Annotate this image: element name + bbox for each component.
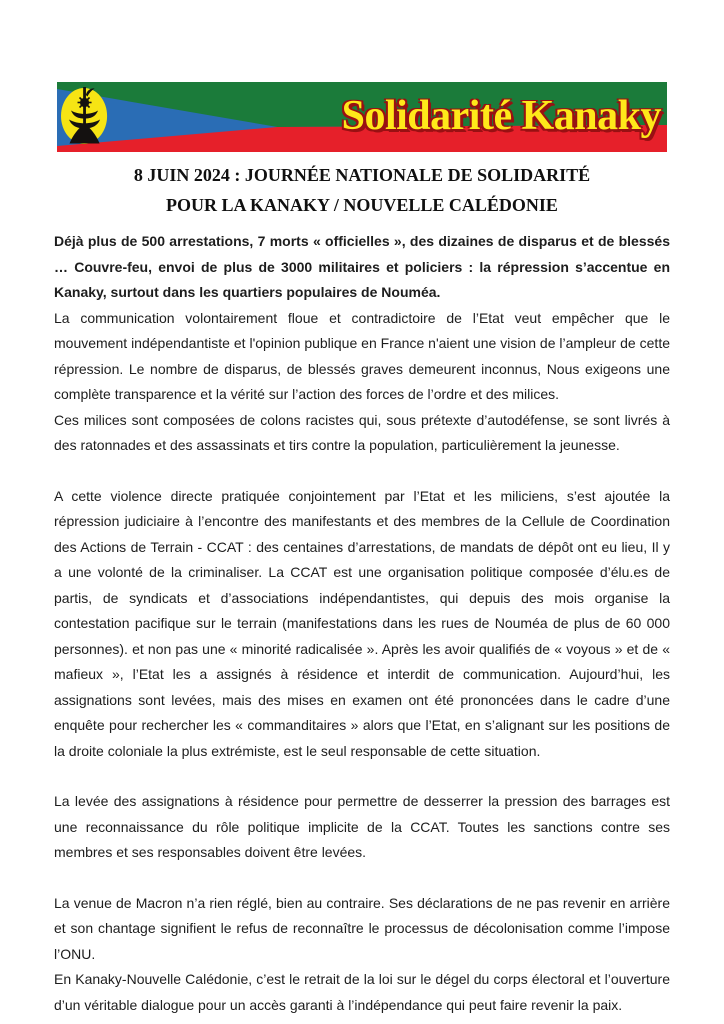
page-title <box>0 160 724 220</box>
paragraph-repression-judiciaire-ccat: A cette violence directe pratiquée conjointement par l’Etat et les miliciens, s’est ajoutée la répression judiciaire à l’encontre des manifestants et des membres de la Cellule de Coordination des Actions de Terrain - CCAT : des centaines d’arrestations, de mandats de dépôt ont eu lieu, Il y a une volonté de la criminaliser. La CCAT est une organisation politique composée d’élu.es de partis, de syndicats et d’associations indépendantistes, qui depuis des mois organise la contestation pacifique sur le terrain (manifestations dans les rues de Nouméa de plus de 60 000 personnes). et non pas une « minorité radicalisée ». Après les avoir qualifiés de « voyous » et de « mafieux », l’Etat les a assignés à résidence et interdit de communication. Aujourd’hui, les assignations sont levées, mais des mises en examen ont été prononcées dans le cadre d’une enquête pour rechercher les « commanditaires » alors que l’Etat, en s’alignant sur les positions de la droite coloniale la plus extrémiste, est le seul responsable de cette situation. <box>54 487 670 759</box>
paragraph-venue-macron: La venue de Macron n’a rien réglé, bien au contraire. Ses déclarations de ne pas revenir en arrière et son chantage signifient le refus de reconnaître le processus de décolonisation comme l’impose l’ONU. <box>54 894 670 962</box>
paragraph-levee-assignations: La levée des assignations à résidence pour permettre de desserrer la pression des barrages est une reconnaissance du rôle politique implicite de la CCAT. Toutes les sanctions contre ses membres et ses responsables doivent être levées. <box>54 793 670 860</box>
document-body <box>54 229 670 1018</box>
banner <box>57 82 667 152</box>
title-line-1: 8 JUIN 2024 : JOURNÉE NATIONALE DE SOLIDARITÉ <box>133 165 591 185</box>
title-line-2: POUR LA KANAKY / NOUVELLE CALÉDONIE <box>166 195 558 215</box>
paragraph-communication-etat: La communication volontairement floue et contradictoire de l’Etat veut empêcher que le mouvement indépendantiste et l'opinion publique en France n'aient une vision de l’ampleur de cette répression. Le nombre de disparus, de blessés graves demeurent inconnus, Nous exigeons une complète transparence et la vérité sur l’action des forces de l’ordre et des milices. <box>54 309 670 402</box>
banner-title: Solidarité Kanaky <box>341 93 661 139</box>
paragraph-retrait-loi-dialogue: En Kanaky-Nouvelle Calédonie, c’est le retrait de la loi sur le dégel du corps électoral et l’ouverture d’un véritable dialogue pour un accès garanti à l’indépendance qui peut faire revenir la paix. <box>54 971 670 1013</box>
paragraph-bilan-repression: Déjà plus de 500 arrestations, 7 morts « officielles », des dizaines de disparus et de blessés … Couvre-feu, envoi de plus de 3000 militaires et policiers : la répression s’accentue en Kanaky, surtout dans les quartiers populaires de Nouméa. <box>54 233 670 300</box>
paragraph-milices: Ces milices sont composées de colons racistes qui, sous prétexte d’autodéfense, se sont livrés à des ratonnades et des assassinats et tirs contre la population, particulièrement la jeunesse. <box>54 411 670 453</box>
